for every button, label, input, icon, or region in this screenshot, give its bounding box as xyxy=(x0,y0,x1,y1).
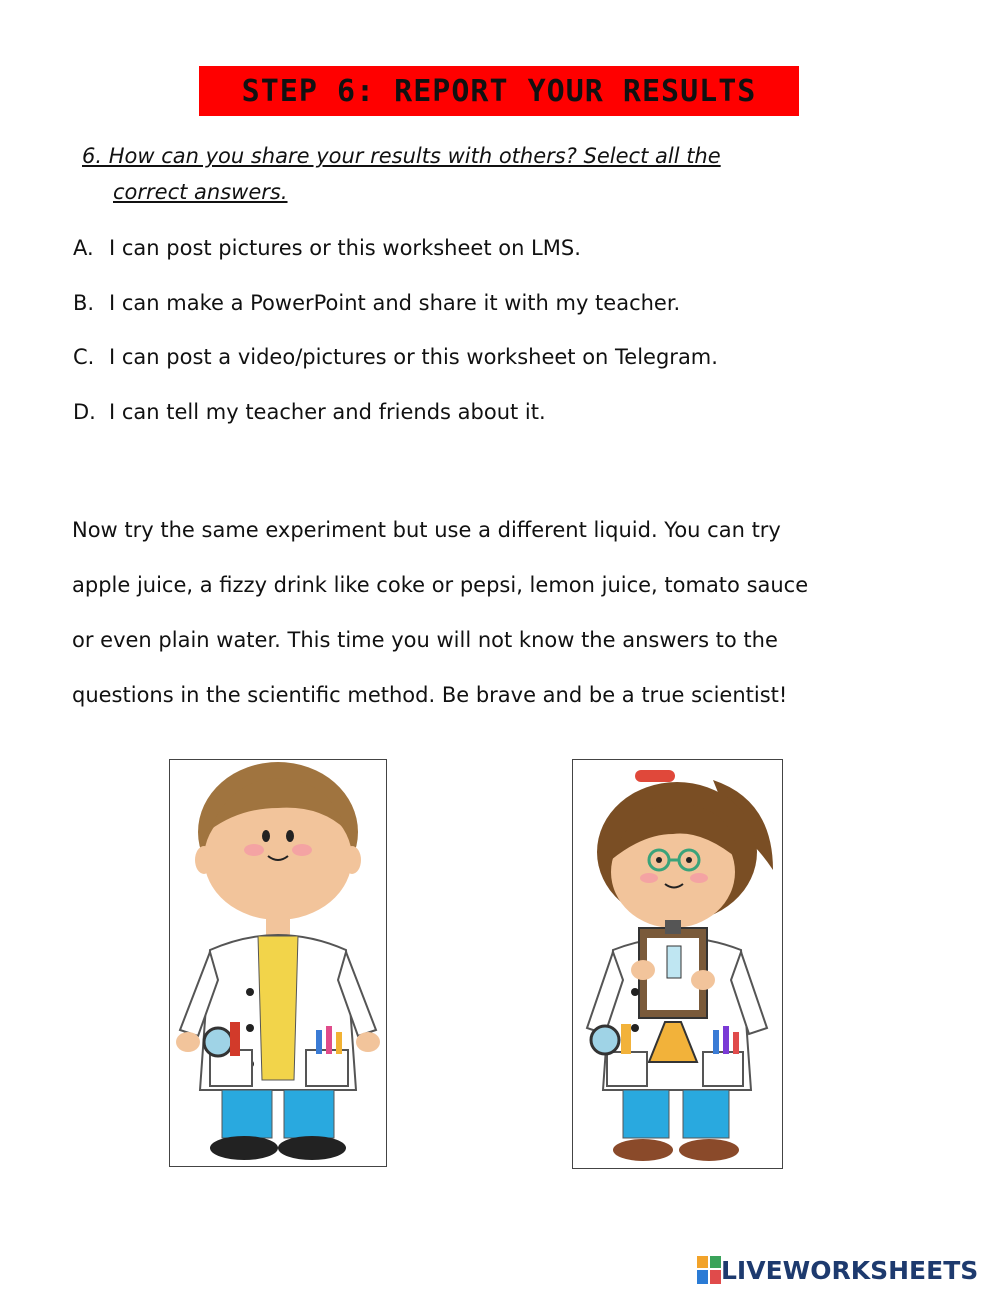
answer-text: I can tell my teacher and friends about it. xyxy=(109,400,546,424)
boy-scientist-image xyxy=(169,759,387,1167)
logo-text: LIVEWORKSHEETS xyxy=(721,1255,979,1285)
answer-option-a[interactable] xyxy=(73,233,581,263)
logo-blocks-icon xyxy=(697,1256,721,1284)
answer-letter: C. xyxy=(73,345,95,369)
boy-scientist-illustration xyxy=(170,760,386,1166)
paragraph-line: apple juice, a fizzy drink like coke or pepsi, lemon juice, tomato sauce xyxy=(72,573,809,597)
answer-text: I can post a video/pictures or this worksheet on Telegram. xyxy=(109,345,718,369)
paragraph-line: questions in the scientific method. Be brave and be a true scientist! xyxy=(72,683,788,707)
title-banner xyxy=(199,66,799,116)
answer-option-b[interactable] xyxy=(73,288,680,318)
girl-scientist-image xyxy=(572,759,783,1169)
page-title: STEP 6: REPORT YOUR RESULTS xyxy=(241,73,757,109)
answer-letter: D. xyxy=(73,400,96,424)
answer-letter: A. xyxy=(73,236,94,260)
instructions-paragraph xyxy=(72,503,942,723)
answer-text: I can post pictures or this worksheet on LMS. xyxy=(109,236,581,260)
answer-option-c[interactable] xyxy=(73,342,718,372)
paragraph-line: Now try the same experiment but use a different liquid. You can try xyxy=(72,518,781,542)
answer-option-d[interactable] xyxy=(73,397,546,427)
answer-letter: B. xyxy=(73,291,95,315)
liveworksheets-logo xyxy=(697,1252,978,1288)
question-prompt xyxy=(82,138,862,210)
paragraph-line: or even plain water. This time you will not know the answers to the xyxy=(72,628,778,652)
girl-scientist-illustration xyxy=(573,760,782,1168)
answer-text: I can make a PowerPoint and share it with my teacher. xyxy=(109,291,681,315)
question-line-2: correct answers. xyxy=(113,180,288,204)
question-line-1: 6. How can you share your results with others? Select all the xyxy=(82,144,721,168)
